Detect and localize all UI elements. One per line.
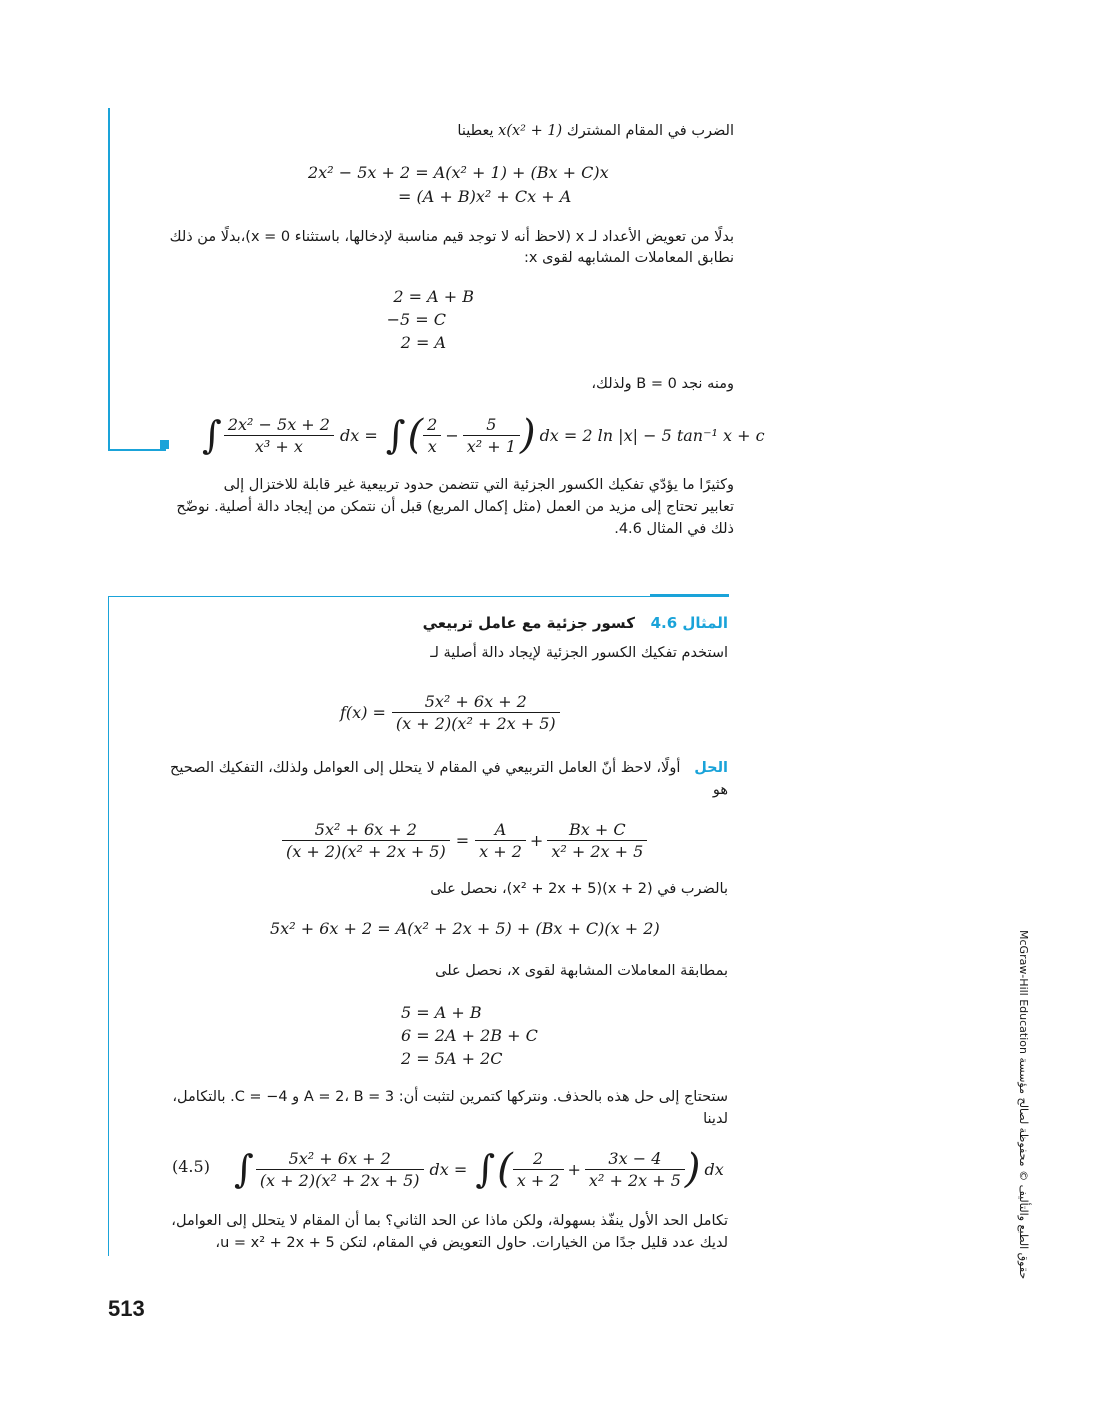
fraction-2-over-x: $\frac{2}{x}$ <box>423 415 441 456</box>
page-number: 513 <box>108 1296 145 1321</box>
decomp-a-fraction: $\frac{A}{x + 2}$ <box>475 820 526 861</box>
top-section-bottom-rule <box>108 449 166 451</box>
final-line-2: لديك عدد قليل جدًا من الخيارات. حاول التعويض في المقام، لتكن u = x² + 2x + 5، <box>215 1235 728 1251</box>
example-top-rule <box>108 596 729 597</box>
equation-number: (4.5) <box>172 1157 210 1176</box>
example-title: كسور جزئية مع عامل تربيعي <box>422 614 635 632</box>
equation-1-line-2: = (A + B)x² + Cx + A <box>398 187 572 206</box>
paragraph-1-line-2: نطابق المعاملات المشابهه لقوى x: <box>524 250 734 266</box>
fraction-2-over-x-plus-2: $\frac{2}{x + 2}$ <box>513 1149 564 1190</box>
multiply-line: بالضرب في (x + 2)(x² + 2x + 5)، نحصل على <box>430 881 728 897</box>
final-line-1: تكامل الحد الأول ينفّذ بسهولة، ولكن ماذا عن الحد الثاني؟ بما أن المقام لا يتحلل إلى العوامل، <box>171 1213 728 1229</box>
end-of-example-square <box>160 440 169 449</box>
system-2-line-3: 2 = 5A + 2C <box>401 1049 503 1068</box>
integral-sign: ∫ <box>234 1147 254 1191</box>
integrand-fraction-2: $\frac{\text{5x² + 6x + 2}}{\text{(x + 2)(x² + 2x + 5)}}$ <box>256 1149 424 1190</box>
paragraph-2-line-3: ذلك في المثال 4.6. <box>614 521 734 537</box>
equation-2: 5x² + 6x + 2 = A(x² + 2x + 5) + (Bx + C)(x + 2) <box>270 919 660 938</box>
right-paren: ) <box>684 1146 701 1192</box>
multiply-common-denominator-line: الضرب في المقام المشترك x(x² + 1) يعطينا <box>457 123 734 139</box>
solution-label: الحل <box>694 760 728 776</box>
fraction-3x-minus-4: $\frac{3x - 4}{\text{x² + 2x + 5}}$ <box>585 1149 685 1190</box>
integral-equation-2: ∫ $\frac{\text{5x² + 6x + 2}}{\text{(x + 2)(x² + 2x + 5)}}$ dx = ∫ ( $\frac{2}{x + 2}$ + $\frac{3x - 4}{\text{x² + 2x + 5}}$ ) dx <box>234 1146 724 1192</box>
partial-fraction-decomposition: $\frac{\text{5x² + 6x + 2}}{\text{(x + 2)(x² + 2x + 5)}}$ = $\frac{A}{x + 2}$ + $\frac{Bx + C}{\text{x² + 2x + 5}}$ <box>282 816 647 864</box>
example-label: المثال 4.6 <box>650 614 728 632</box>
function-definition: f(x) = $\frac{\text{5x² + 6x + 2}}{\text{(x + 2)(x² + 2x + 5)}}$ <box>340 688 560 736</box>
integral-sign: ∫ <box>385 413 406 457</box>
integrand-fraction: $\frac{\text{2x² − 5x + 2}}{\text{x³ + x}}$ <box>224 415 334 456</box>
exercise-line-1: ستحتاج إلى حل هذه بالحذف. ونتركها كتمرين لتثبت أن: A = 2، B = 3 و C = −4. بالتكامل، <box>172 1089 728 1105</box>
exercise-line-2: لدينا <box>703 1111 728 1127</box>
paragraph-2-line-2: تعابير تحتاج إلى مزيد من العمل (مثل إكمال المربع) قبل أن نتمكن من إيجاد دالة أصلية. نوضّح <box>176 499 734 515</box>
copyright-side-text: حقوق الطبع والتأليف © محفوظة لصالح مؤسسة McGraw-Hill Education <box>1017 930 1030 1280</box>
integral-equation-1: ∫ $\frac{\text{2x² − 5x + 2}}{\text{x³ + x}}$ dx = ∫ ( $\frac{2}{x}$ − $\frac{5}{\text{x² + 1}}$ ) dx = 2 ln |x| − 5 tan⁻¹ x + c <box>202 412 765 458</box>
integral-sign: ∫ <box>475 1147 496 1191</box>
paragraph-1-line-1: بدلًا من تعويض الأعداد لـ x (لاحظ أنه لا توجد قيم مناسبة لإدخالها، باستثناء x = 0)،بدلًا من ذلك <box>169 229 734 245</box>
example-intro: استخدم تفكيك الكسور الجزئية لإيجاد دالة أصلية لـ <box>430 645 728 661</box>
equation-1-line-1: 2x² − 5x + 2 = A(x² + 1) + (Bx + C)x <box>308 163 609 182</box>
system-2-line-1: 5 = A + B <box>401 1003 482 1022</box>
system-1-line-3: 2 = A <box>400 333 446 352</box>
function-fraction: $\frac{\text{5x² + 6x + 2}}{\text{(x + 2)(x² + 2x + 5)}}$ <box>392 692 560 733</box>
left-paren: ( <box>497 1146 513 1192</box>
right-paren: ) <box>519 412 536 458</box>
left-paren: ( <box>407 412 424 458</box>
b-equals-zero-line: ومنه نجد B = 0 ولذلك، <box>591 376 734 392</box>
fraction-5-over-x2-plus-1: $\frac{5}{\text{x² + 1}}$ <box>463 415 520 456</box>
paragraph-2-line-1: وكثيرًا ما يؤدّي تفكيك الكسور الجزئية التي تتضمن حدود تربيعية غير قابلة للاختزال إلى <box>223 477 734 493</box>
system-2-line-2: 6 = 2A + 2B + C <box>401 1026 538 1045</box>
system-1-line-1: 2 = A + B <box>393 287 474 306</box>
decomp-b-fraction: $\frac{Bx + C}{\text{x² + 2x + 5}}$ <box>547 820 647 861</box>
match-coefficients-line: بمطابقة المعاملات المشابهة لقوى x، نحصل على <box>435 963 728 979</box>
integral-sign: ∫ <box>202 413 222 457</box>
solution-line-2: هو <box>712 782 728 798</box>
solution-line-1: الحل أولًا، لاحظ أنّ العامل التربيعي في المقام لا يتحلل إلى العوامل ولذلك، التفكيك الصحيح <box>169 760 728 776</box>
top-section-rule <box>108 108 110 451</box>
decomp-lhs-fraction: $\frac{\text{5x² + 6x + 2}}{\text{(x + 2)(x² + 2x + 5)}}$ <box>282 820 450 861</box>
system-1-line-2: −5 = C <box>386 310 446 329</box>
example-left-rule <box>108 596 109 1256</box>
example-heading <box>423 612 728 634</box>
